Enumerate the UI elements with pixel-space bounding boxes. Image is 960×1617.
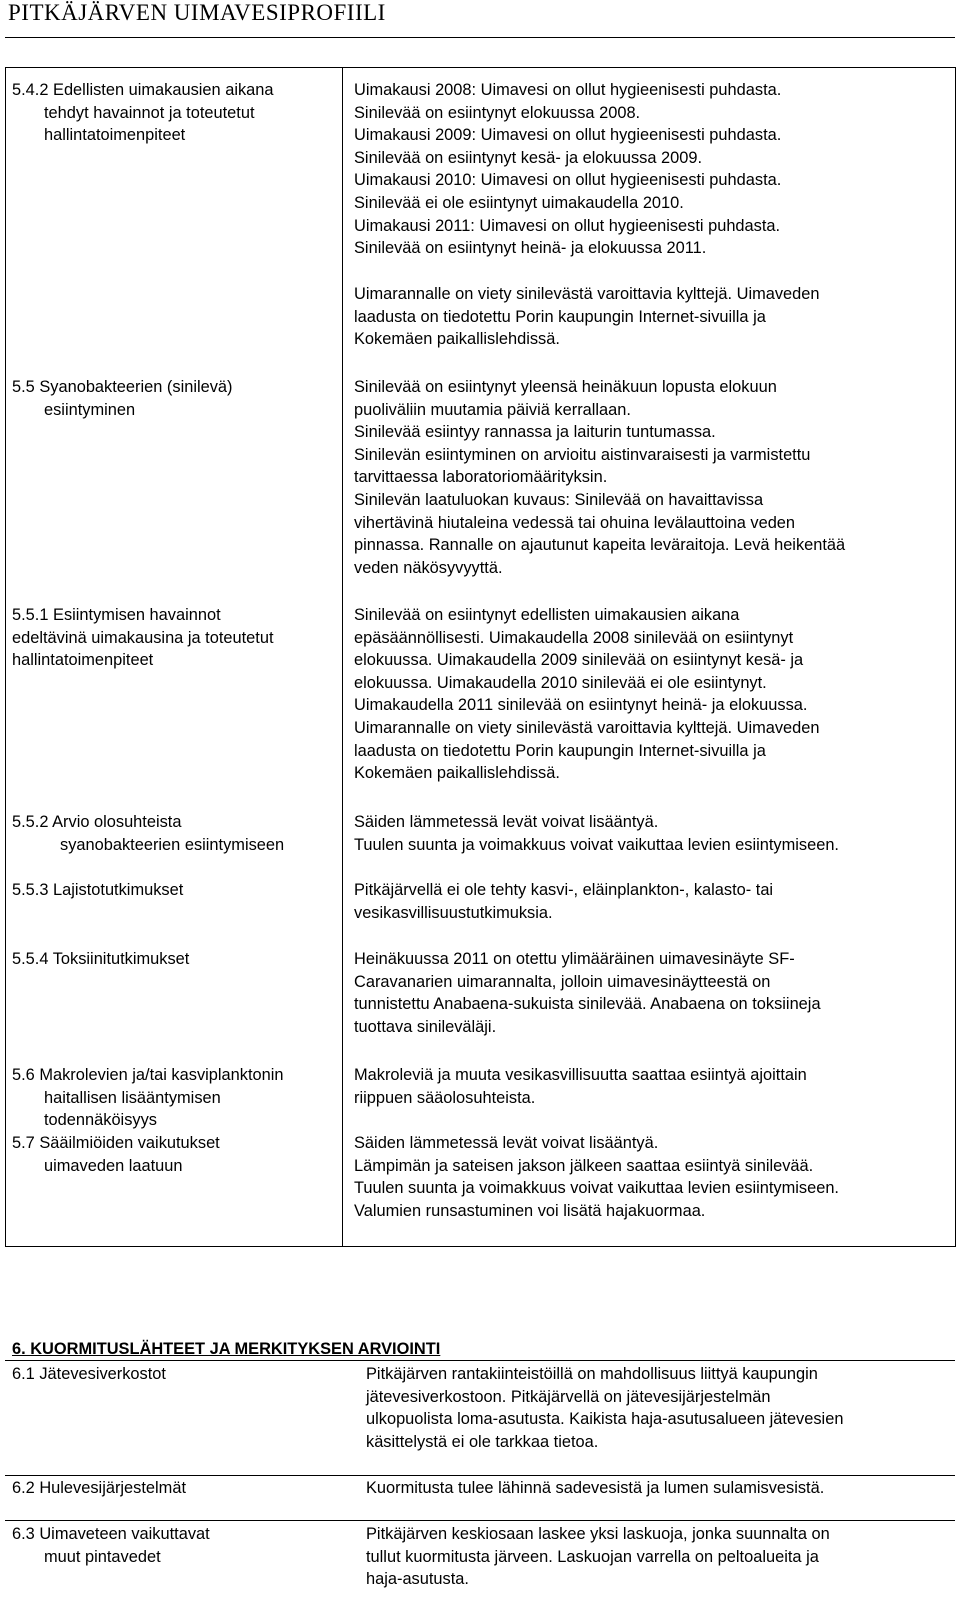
text-line: 5.5.2 Arvio olosuhteista bbox=[12, 813, 182, 831]
row-label-5-5-4 bbox=[12, 948, 189, 971]
text-line: riippuen sääolosuhteista. bbox=[354, 1088, 536, 1107]
table-column-divider bbox=[342, 67, 343, 1247]
row-text-5-5-4 bbox=[354, 948, 821, 1038]
text-line: Pitkäjärvellä ei ole tehty kasvi-, eläinplankton-, kalasto- tai bbox=[354, 881, 774, 899]
row-label-5-5 bbox=[12, 376, 233, 421]
text-line: epäsäännöllisesti. Uimakaudella 2008 sinilevää on esiintynyt bbox=[354, 628, 794, 647]
text-line: veden näkösyvyyttä. bbox=[354, 558, 503, 577]
text-line: Säiden lämmetessä levät voivat lisääntyä. bbox=[354, 813, 659, 831]
row-text-5-4-2-notice bbox=[354, 283, 820, 351]
text-line: Sinilevän esiintyminen on arvioitu aistinvaraisesti ja varmistettu bbox=[354, 445, 811, 464]
table-bottom-border bbox=[5, 1246, 955, 1247]
text-line: Kuormitusta tulee lähinnä sadevesistä ja lumen sulamisvesistä. bbox=[366, 1479, 825, 1497]
table-right-border bbox=[955, 67, 956, 1247]
row-text-5-7 bbox=[354, 1132, 839, 1222]
text-line: 6.3 Uimaveteen vaikuttavat bbox=[12, 1525, 210, 1543]
text-line: esiintyminen bbox=[44, 400, 136, 419]
s6-row2-top bbox=[5, 1475, 955, 1476]
text-line: Sinilevää on esiintynyt kesä- ja elokuussa 2009. bbox=[354, 148, 703, 167]
text-line: 5.5.4 Toksiinitutkimukset bbox=[12, 950, 190, 968]
row-label-5-5-2 bbox=[12, 811, 284, 856]
text-line: Uimakausi 2009: Uimavesi on ollut hygieenisesti puhdasta. bbox=[354, 126, 782, 145]
text-line: Tuulen suunta ja voimakkuus voivat vaikuttaa levien esiintymiseen. bbox=[354, 1179, 839, 1198]
text-line: Sinilevän laatuluokan kuvaus: Sinilevää on havaittavissa bbox=[354, 490, 764, 509]
row-text-5-6 bbox=[354, 1064, 807, 1109]
text-line: Sinilevää ei ole esiintynyt uimakaudella 2010. bbox=[354, 193, 684, 212]
row-label-5-6 bbox=[12, 1064, 284, 1132]
text-line: 5.5.3 Lajistotutkimukset bbox=[12, 881, 184, 899]
text-line: Makroleviä ja muuta vesikasvillisuutta saattaa esiintyä ajoittain bbox=[354, 1066, 807, 1084]
text-line: Caravanarien uimarannalta, jolloin uimavesinäytteestä on bbox=[354, 972, 771, 991]
text-line: tuottava sinileväläji. bbox=[354, 1017, 497, 1036]
text-line: 5.7 Sääilmiöiden vaikutukset bbox=[12, 1134, 220, 1152]
text-line: Kokemäen paikallislehdissä. bbox=[354, 764, 560, 783]
s6-row-text-6-1 bbox=[366, 1363, 843, 1453]
s6-row3-top bbox=[5, 1520, 955, 1521]
text-line: uimaveden laatuun bbox=[44, 1156, 183, 1175]
text-line: 6.1 Jätevesiverkostot bbox=[12, 1365, 166, 1383]
s6-row-text-6-3 bbox=[366, 1523, 830, 1591]
row-label-5-5-3 bbox=[12, 879, 183, 902]
text-line: hallintatoimenpiteet bbox=[44, 126, 186, 145]
text-line: haitallisen lisääntymisen bbox=[44, 1088, 221, 1107]
text-line: jätevesiverkostoon. Pitkäjärvellä on jätevesijärjestelmän bbox=[366, 1387, 771, 1406]
text-line: Uimakausi 2010: Uimavesi on ollut hygieenisesti puhdasta. bbox=[354, 171, 782, 190]
text-line: tehdyt havainnot ja toteutetut bbox=[44, 103, 255, 122]
text-line: Pitkäjärven keskiosaan laskee yksi laskuoja, jonka suunnalta on bbox=[366, 1525, 830, 1543]
text-line: Uimarannalle on viety sinilevästä varoittavia kylttejä. Uimaveden bbox=[354, 718, 820, 737]
text-line: 5.5 Syanobakteerien (sinilevä) bbox=[12, 378, 233, 396]
text-line: haja-asutusta. bbox=[366, 1570, 469, 1589]
s6-row-label-6-3 bbox=[12, 1523, 210, 1568]
text-line: tullut kuormitusta järveen. Laskuojan varrella on peltoalueita ja bbox=[366, 1547, 819, 1566]
row-label-5-7 bbox=[12, 1132, 220, 1177]
row-text-5-5-1 bbox=[354, 604, 820, 785]
text-line: Pitkäjärven rantakiinteistöillä on mahdollisuus liittyä kaupungin bbox=[366, 1365, 818, 1383]
text-line: Säiden lämmetessä levät voivat lisääntyä. bbox=[354, 1134, 659, 1152]
text-line: Uimakaudella 2011 sinilevää on esiintynyt heinä- ja elokuussa. bbox=[354, 696, 808, 715]
text-line: 5.6 Makrolevien ja/tai kasviplanktonin bbox=[12, 1066, 284, 1084]
row-label-5-4-2 bbox=[12, 79, 274, 147]
text-line: Sinilevää on esiintynyt yleensä heinäkuun lopusta elokuun bbox=[354, 378, 777, 396]
text-line: Uimarannalle on viety sinilevästä varoittavia kylttejä. Uimaveden bbox=[354, 285, 820, 303]
text-line: vihertävinä hiutaleina vedessä tai ohuina levälauttoina veden bbox=[354, 513, 796, 532]
text-line: syanobakteerien esiintymiseen bbox=[60, 835, 285, 854]
text-line: hallintatoimenpiteet bbox=[12, 651, 154, 670]
text-line: 6.2 Hulevesijärjestelmät bbox=[12, 1479, 186, 1497]
row-text-5-5-2 bbox=[354, 811, 839, 856]
text-line: ulkopuolista loma-asutusta. Kaikista haja-asutusalueen jätevesien bbox=[366, 1410, 844, 1429]
row-text-5-5 bbox=[354, 376, 845, 579]
text-line: puoliväliin muutamia päiviä kerrallaan. bbox=[354, 400, 631, 419]
s6-row-label-6-2 bbox=[12, 1477, 186, 1500]
text-line: Sinilevää on esiintynyt elokuussa 2008. bbox=[354, 103, 641, 122]
text-line: laadusta on tiedotettu Porin kaupungin Internet-sivuilla ja bbox=[354, 307, 766, 326]
text-line: muut pintavedet bbox=[44, 1547, 161, 1566]
section-6-heading: 6. KUORMITUSLÄHTEET JA MERKITYKSEN ARVIOINTI bbox=[12, 1340, 441, 1358]
table-left-border bbox=[5, 67, 6, 1247]
text-line: tarvittaessa laboratoriomäärityksin. bbox=[354, 468, 608, 487]
header-rule bbox=[5, 37, 955, 38]
row-label-5-5-1 bbox=[12, 604, 274, 672]
text-line: Kokemäen paikallislehdissä. bbox=[354, 330, 560, 349]
row-text-5-4-2 bbox=[354, 79, 781, 260]
text-line: Lämpimän ja sateisen jakson jälkeen saattaa esiintyä sinilevää. bbox=[354, 1156, 814, 1175]
text-line: Sinilevää on esiintynyt heinä- ja elokuussa 2011. bbox=[354, 239, 707, 258]
text-line: elokuussa. Uimakaudella 2009 sinilevää on esiintynyt kesä- ja bbox=[354, 651, 804, 670]
text-line: edeltävinä uimakausina ja toteutetut bbox=[12, 628, 274, 647]
text-line: vesikasvillisuustutkimuksia. bbox=[354, 903, 553, 922]
text-line: Uimakausi 2011: Uimavesi on ollut hygieenisesti puhdasta. bbox=[354, 216, 781, 235]
text-line: Sinilevää on esiintynyt edellisten uimakausien aikana bbox=[354, 606, 740, 624]
s6-row-label-6-1 bbox=[12, 1363, 166, 1386]
table-top-border bbox=[5, 67, 955, 68]
text-line: pinnassa. Rannalle on ajautunut kapeita leväraitoja. Levä heikentää bbox=[354, 536, 846, 555]
text-line: 5.5.1 Esiintymisen havainnot bbox=[12, 606, 221, 624]
text-line: elokuussa. Uimakaudella 2010 sinilevää ei ole esiintynyt. bbox=[354, 673, 767, 692]
row-text-5-5-3 bbox=[354, 879, 773, 924]
text-line: Tuulen suunta ja voimakkuus voivat vaikuttaa levien esiintymiseen. bbox=[354, 835, 839, 854]
text-line: todennäköisyys bbox=[44, 1111, 157, 1130]
page-header-title: PITKÄJÄRVEN UIMAVESIPROFIILI bbox=[8, 0, 386, 25]
s6-row1-top bbox=[5, 1360, 955, 1361]
s6-row-text-6-2 bbox=[366, 1477, 824, 1500]
text-line: Valumien runsastuminen voi lisätä hajakuormaa. bbox=[354, 1201, 706, 1220]
text-line: laadusta on tiedotettu Porin kaupungin Internet-sivuilla ja bbox=[354, 741, 766, 760]
text-line: käsittelystä ei ole tarkkaa tietoa. bbox=[366, 1432, 599, 1451]
text-line: 5.4.2 Edellisten uimakausien aikana bbox=[12, 81, 274, 99]
text-line: Heinäkuussa 2011 on otettu ylimääräinen uimavesinäyte SF- bbox=[354, 950, 795, 968]
text-line: Uimakausi 2008: Uimavesi on ollut hygieenisesti puhdasta. bbox=[354, 81, 782, 99]
text-line: tunnistettu Anabaena-sukuista sinilevää. Anabaena on toksiineja bbox=[354, 995, 821, 1014]
text-line: Sinilevää esiintyy rannassa ja laiturin tuntumassa. bbox=[354, 423, 716, 442]
